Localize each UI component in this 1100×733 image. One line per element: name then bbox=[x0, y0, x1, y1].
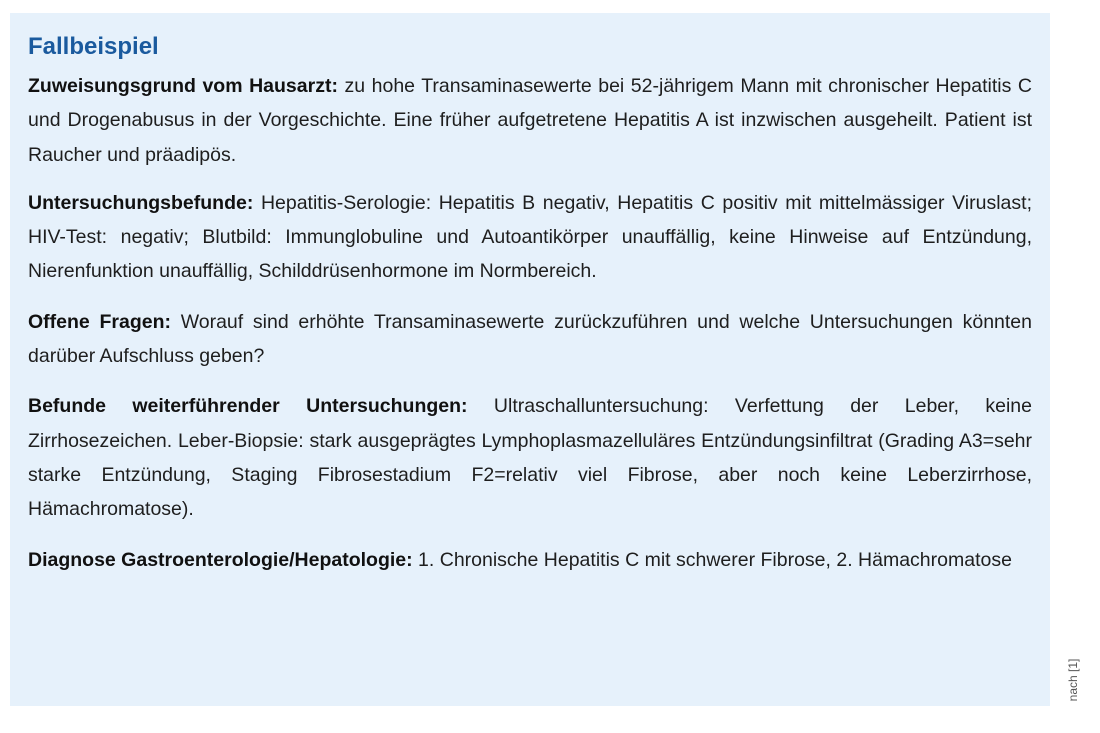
section-label: Untersuchungsbefunde: bbox=[28, 191, 254, 214]
section-text: Ultraschalluntersuchung: Verfettung der Leber, keine Zirrhosezeichen. Leber-Biopsie: stark ausgeprägtes Lymphoplasmazelluläres Entzündungsinfiltrat (Grading A3=sehr starke Entzündung, Staging Fibrosestadium F2=relativ viel Fibrose, aber noch keine Leberzirrhose, Hämachromatose). bbox=[28, 395, 1032, 521]
box-title: Fallbeispiel bbox=[28, 33, 159, 60]
source-note-text: nach [1] bbox=[1066, 658, 1080, 702]
section-label: Befunde weiterführender Untersuchungen: bbox=[28, 395, 468, 418]
section-open-questions bbox=[28, 305, 1032, 374]
source-note bbox=[1063, 640, 1083, 720]
section-diagnosis bbox=[28, 543, 1032, 577]
section-label: Zuweisungsgrund vom Hausarzt: bbox=[28, 75, 338, 97]
section-label: Diagnose Gastroenterologie/Hepatologie: bbox=[28, 548, 413, 571]
section-text: zu hohe Transaminasewerte bei 52-jährigem Mann mit chronischer Hepatitis C und Drogenabusus in der Vorgeschichte. Eine früher aufgetretene Hepatitis A ist inzwischen ausgeheilt. Patient ist Raucher und präadipös. bbox=[28, 75, 1032, 166]
section-text: Hepatitis-Serologie: Hepatitis B negativ, Hepatitis C positiv mit mittelmässiger Viruslast; HIV-Test: negativ; Blutbild: Immunglobuline und Autoantikörper unauffällig, keine Hinweise auf Entzündung, Nierenfunktion unauffällig, Schilddrüsenhormone im Normbereich. bbox=[28, 191, 1032, 283]
section-referral bbox=[28, 69, 1032, 172]
section-further-findings bbox=[28, 389, 1032, 526]
section-findings bbox=[28, 186, 1032, 289]
section-text: 1. Chronische Hepatitis C mit schwerer Fibrose, 2. Hämachromatose bbox=[412, 548, 1012, 571]
case-study-box bbox=[10, 13, 1050, 706]
section-text: Worauf sind erhöhte Transaminasewerte zurückzuführen und welche Untersuchungen könnten darüber Aufschluss geben? bbox=[28, 310, 1032, 368]
section-label: Offene Fragen: bbox=[28, 310, 171, 333]
